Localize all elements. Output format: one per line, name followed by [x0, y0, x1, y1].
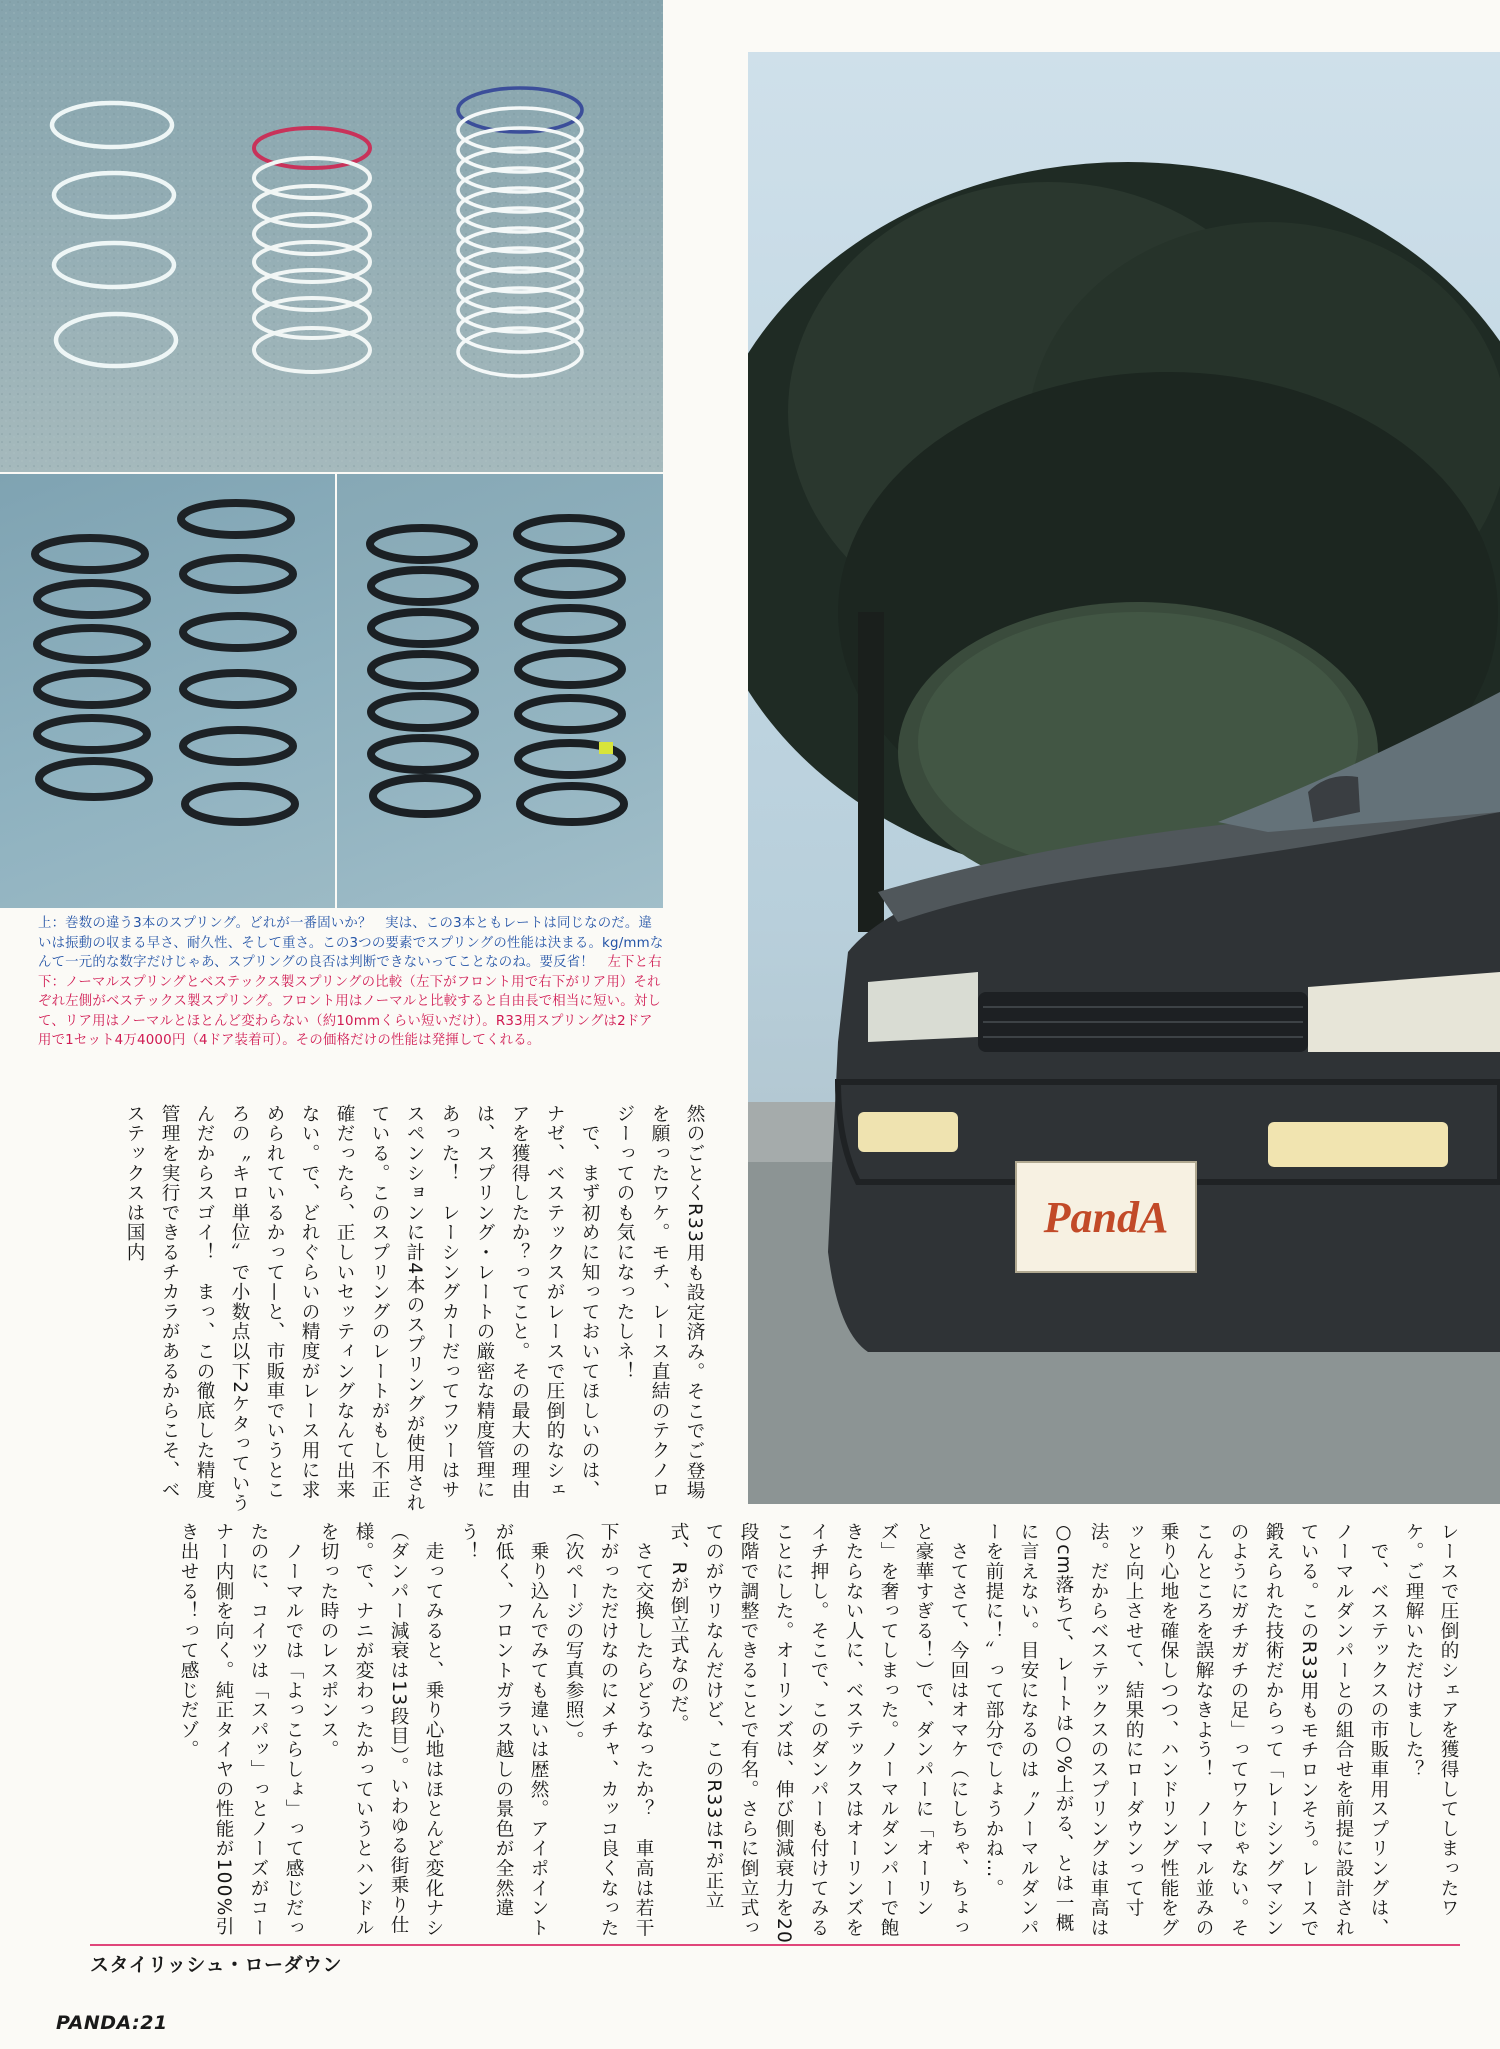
- car-image: [748, 52, 1500, 1504]
- photo-car-front: [748, 52, 1500, 1504]
- article-body-right: レースで圧倒的シェアを獲得してしまったワケ。ご理解いただけました？ で、ベステックスの市販車用スプリングは、ノーマルダンパーとの組合せを前提に設計されている。このR33用もモチロンそう。レースで鍛えられた技術だからって「レーシングマシンのようにガチガチの足」ってワケじゃない。そこんところを誤解なきよう！ ノーマル並みの乗り心地を確保しつつ、ハンドリング性能をグッと向上させて、結果的にローダウンって寸法。だからベステックスのスプリングは車高は○cm落ちて、レートは○%上がる、とは一概に言えない。目安になるのは〝ノーマルダンパーを前提に！〟って部分でしょうかね…。 さてさて、今回はオマケ（にしちゃ、ちょっと豪華すぎる！）で、ダンパーに「オーリンズ」を奢ってしまった。ノーマルダンパーで飽きたらない人に、ベステックスはオーリンズをイチ押し。そこで、このダンパーも付けてみることにした。オーリンズは、伸び側減衰力を20段階で調整できることで有名。さらに倒立式ってのがウリなんだけど、このR33はFが正立式、Rが倒立式なのだ。 さて交換したらどうなったか？ 車高は若干下がっただけなのにメチャ、カッコ良くなった（次ページの写真参照）。 乗り込んでみても違いは歴然。アイポイントが低く、フロントガラス越しの景色が全然違う！ 走ってみると、乗り心地はほとんど変化ナシ（ダンパー減衰は13段目）。いわゆる街乗り仕様。で、ナニが変わったかっていうとハンドルを切った時のレスポンス。 ノーマルでは「よっこらしょ」って感じだったのに、コイツは「スパッ」っとノーズがコーナー内側を向く。純正タイヤの性能が100%引き出せる！って感じだゾ。: [178, 1522, 1459, 1945]
- photo-caption: [38, 914, 664, 1051]
- three-springs-image: [0, 0, 663, 472]
- photo-three-springs: [0, 0, 663, 472]
- article-body-left: 然のごとくR33用も設定済み。そこでご登場を願ったワケ。モチ、レース直結のテクノロジーってのも気になったしネ！ で、まず初めに知っておいてほしいのは、ナゼ、ベステックスがレースで圧倒的なシェアを獲得したか？ってこと。その最大の理由は、スプリング・レートの厳密な精度管理にあった！ レーシングカーだってフツーはサスペンションに計4本のスプリングが使用されている。このスプリングのレートがもし不正確だったら、正しいセッティングなんて出来ない。で、どれぐらいの精度がレース用に求められているかって—と、市販車でいうところの〝キロ単位〟で小数点以下2ケタっていうんだからスゴイ！ まっ、この徹底した精度管理を実行できるチカラがあるからこそ、ベステックスは国内: [124, 1104, 705, 1514]
- caption-springs-bottom: 左下と右下：ノーマルスプリングとベステックス製スプリングの比較（左下がフロント用で右下がリア用）それぞれ左側がベステックス製スプリング。フロント用はノーマルと比較すると自由長で相当に短い。対して、リア用はノーマルとほとんど変わらない（約10mmくらい短いだけ）。R33用スプリングは2ドア用で1セット4万4000円（4ドア装着可）。その価格だけの性能は発揮してくれる。: [38, 955, 662, 1048]
- rear-springs-image: [337, 474, 663, 908]
- section-title: スタイリッシュ・ローダウン: [90, 1954, 342, 1976]
- photo-rear-springs: [337, 474, 663, 908]
- license-plate: PandA: [1043, 1193, 1169, 1242]
- page-folio: PANDA:21: [56, 2012, 168, 2034]
- footer-divider: [90, 1944, 1460, 1946]
- front-springs-image: [0, 474, 335, 908]
- caption-springs-top: 上：巻数の違う3本のスプリング。どれが一番固いか？ 実は、この3本ともレートは同じなのだ。違いは振動の収まる早さ、耐久性、そして重さ。この3つの要素でスプリングの性能は決まる。kg/mmなんて一元的な数字だけじゃあ、スプリングの良否は判断できないってことなのね。要反省！: [38, 916, 664, 970]
- photo-front-springs: [0, 474, 335, 908]
